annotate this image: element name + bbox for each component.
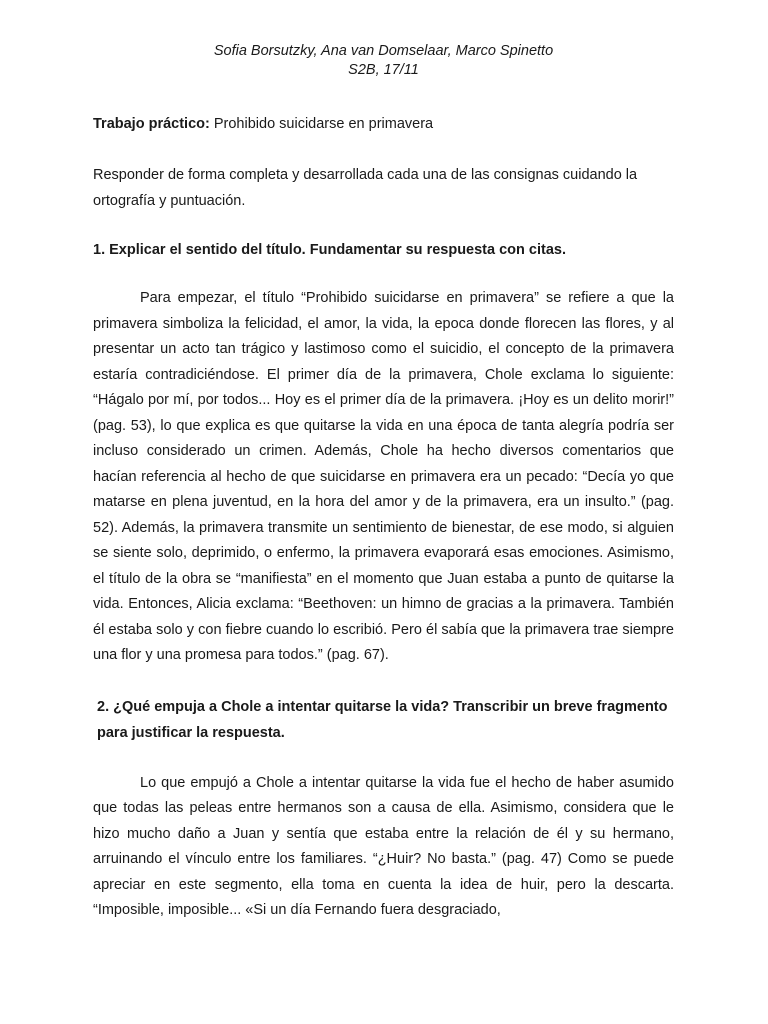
header-course-date: S2B, 17/11	[348, 62, 419, 78]
question-1-answer: Para empezar, el título “Prohibido suicidarse en primavera” se refiere a que la primavera simboliza la felicidad, el amor, la vida, la epoca donde florecen las flores, y al presentar un acto tan trágico y lastimoso como el suicidio, el concepto de la primavera estaría contradiciéndose. El primer día de la primavera, Chole exclama lo siguiente: “Hágalo por mí, por todos... Hoy es el primer día de la primavera. ¡Hoy es un delito morir!” (pag. 53), lo que explica es que quitarse la vida en una época de tanta alegría podría ser incluso considerado un crimen. Además, Chole ha hecho diversos comentarios que hacían referencia al hecho de que suicidarse en primavera era un pecado: “Decía yo que matarse en plena juventud, en la hora del amor y de la primavera, era un insulto.” (pag. 52). Además, la primavera transmite un sentimiento de bienestar, de ese modo, si alguien se siente solo, deprimido, o enfermo, la primavera evaporará esas emociones. Asimismo, el título de la obra se “manifiesta” en el momento que Juan estaba a punto de quitarse la vida. Entonces, Alicia exclama: “Beethoven: un himno de gracias a la primavera. También él estaba solo y con fiebre cuando lo escribió. Pero él sabía que la primavera trae siempre una flor y una promesa para todos.” (pag. 67).	[93, 290, 674, 663]
question-1-prompt: 1. Explicar el sentido del título. Fundamentar su respuesta con citas.	[93, 242, 566, 258]
question-2-prompt: 2. ¿Qué empuja a Chole a intentar quitarse la vida? Transcribir un breve fragmento para justificar la respuesta.	[97, 698, 668, 741]
question-2-answer: Lo que empujó a Chole a intentar quitarse la vida fue el hecho de haber asumido que todas las peleas entre hermanos son a causa de ella. Asimismo, considera que le hizo mucho daño a Juan y sentía que estaba entre la relación de él y su hermano, arruinando el vínculo entre los familiares. “¿Huir? No basta.” (pag. 47) Como se puede apreciar en este segmento, ella toma en cuenta la idea de huir, pero la descarta. “Imposible, imposible... «Si un día Fernando fuera desgraciado,	[93, 774, 674, 918]
instructions-paragraph: Responder de forma completa y desarrollada cada una de las consignas cuidando la ortografía y puntuación.	[93, 167, 638, 209]
assignment-label: Trabajo práctico:	[93, 116, 210, 132]
header-authors: Sofia Borsutzky, Ana van Domselaar, Marco Spinetto	[213, 43, 554, 59]
assignment-title-text: Prohibido suicidarse en primavera	[209, 116, 434, 132]
assignment-title	[93, 114, 674, 134]
